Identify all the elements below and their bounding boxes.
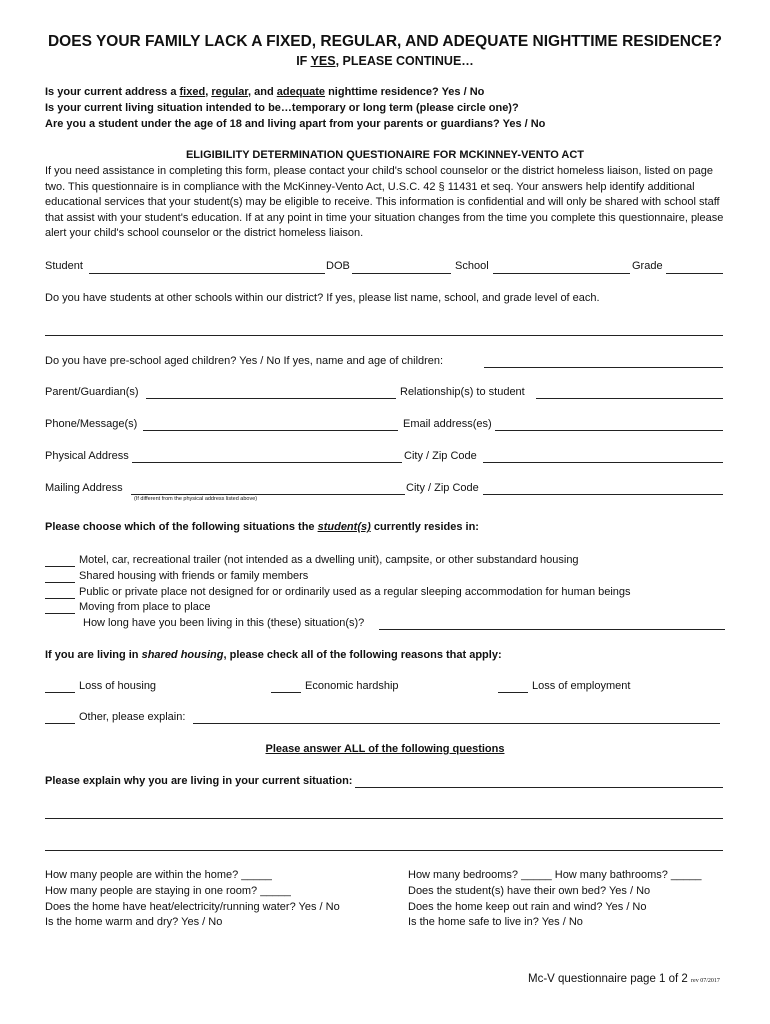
how-long-field[interactable] <box>379 629 725 630</box>
answer-all-heading: Please answer ALL of the following questions <box>265 743 505 755</box>
other-students-field[interactable] <box>45 335 723 336</box>
physical-address-field[interactable] <box>132 462 402 463</box>
parent-field[interactable] <box>146 398 396 399</box>
reason-loss-housing-blank[interactable] <box>45 692 75 693</box>
q1-sep2: , and <box>248 86 277 98</box>
explain-line-3[interactable] <box>45 850 723 851</box>
q1-regular: regular <box>211 86 248 98</box>
reason-other-blank[interactable] <box>45 723 75 724</box>
parent-label: Parent/Guardian(s) <box>45 386 139 398</box>
mailing-address-field[interactable] <box>131 494 405 495</box>
reason-employment-blank[interactable] <box>498 692 528 693</box>
page-subtitle <box>0 54 770 68</box>
email-field[interactable] <box>495 430 723 431</box>
school-field[interactable] <box>493 273 630 274</box>
situation-shared-blank[interactable] <box>45 582 75 583</box>
bedrooms-bathrooms[interactable]: How many bedrooms? _____ How many bathrooms? _____ <box>408 869 702 881</box>
situation-motel: Motel, car, recreational trailer (not intended as a dwelling unit), campsite, or other substandard housing <box>79 554 579 566</box>
situations-heading <box>45 521 479 533</box>
shared-heading-suffix: , please check all of the following reasons that apply: <box>223 649 502 661</box>
q1-adequate: adequate <box>276 86 326 98</box>
footer-revision: rev 07/2017 <box>691 978 720 984</box>
reason-other-label: Other, please explain: <box>79 711 186 723</box>
eligibility-heading: ELIGIBILITY DETERMINATION QUESTIONAIRE FOR MCKINNEY-VENTO ACT <box>185 149 585 161</box>
subtitle-yes: YES <box>310 54 336 68</box>
explain-situation-field[interactable] <box>355 787 723 788</box>
phone-label: Phone/Message(s) <box>45 418 138 430</box>
mailing-address-note: (If different from the physical address listed above) <box>134 496 258 502</box>
reason-economic: Economic hardship <box>305 680 399 692</box>
situation-moving: Moving from place to place <box>79 601 211 613</box>
footer-page-label: Mc-V questionnaire page 1 of 2 <box>528 973 688 985</box>
explain-situation-label: Please explain why you are living in your current situation: <box>45 775 353 787</box>
subtitle-prefix: IF <box>296 54 311 68</box>
shared-heading-em: shared housing <box>141 649 224 661</box>
question-unaccompanied-minor[interactable]: Are you a student under the age of 18 and living apart from your parents or guardians? Yes / No <box>45 118 546 130</box>
situation-public-place-blank[interactable] <box>45 598 75 599</box>
situation-motel-blank[interactable] <box>45 566 75 567</box>
situations-heading-prefix: Please choose which of the following situations the <box>45 521 318 533</box>
people-in-home[interactable]: How many people are within the home? _____ <box>45 869 272 881</box>
q1-suffix: nighttime residence? Yes / No <box>325 86 485 98</box>
how-long-question: How long have you been living in this (these) situation(s)? <box>83 617 365 629</box>
subtitle-suffix: , PLEASE CONTINUE… <box>335 54 474 68</box>
situations-heading-suffix: currently resides in: <box>370 521 479 533</box>
physical-address-label: Physical Address <box>45 450 129 462</box>
student-field[interactable] <box>89 273 325 274</box>
q1-prefix: Is your current address a <box>45 86 180 98</box>
preschool-question: Do you have pre-school aged children? Yes / No If yes, name and age of children: <box>45 355 444 367</box>
email-label: Email address(es) <box>403 418 492 430</box>
phone-field[interactable] <box>143 430 398 431</box>
dob-label: DOB <box>326 260 350 272</box>
home-warm-dry[interactable]: Is the home warm and dry? Yes / No <box>45 916 223 928</box>
reason-other-field[interactable] <box>193 723 720 724</box>
people-per-room[interactable]: How many people are staying in one room? _____ <box>45 885 291 897</box>
page-footer <box>528 973 720 985</box>
situation-public-place: Public or private place not designed for or ordinarily used as a regular sleeping accommodation for human beings <box>79 586 631 598</box>
other-students-question: Do you have students at other schools within our district? If yes, please list name, school, and grade level of each. <box>45 292 600 304</box>
student-label: Student <box>45 260 83 272</box>
situations-heading-students: student(s) <box>317 521 371 533</box>
grade-label: Grade <box>632 260 663 272</box>
reason-economic-blank[interactable] <box>271 692 301 693</box>
q1-sep1: , <box>205 86 212 98</box>
relationship-label: Relationship(s) to student <box>400 386 525 398</box>
page-title: DOES YOUR FAMILY LACK A FIXED, REGULAR, AND ADEQUATE NIGHTTIME RESIDENCE? <box>47 33 722 50</box>
physical-city-field[interactable] <box>483 462 723 463</box>
situation-moving-blank[interactable] <box>45 613 75 614</box>
question-fixed-residence[interactable] <box>45 86 484 98</box>
q1-fixed: fixed <box>179 86 206 98</box>
keeps-out-rain[interactable]: Does the home keep out rain and wind? Yes / No <box>408 901 647 913</box>
explain-line-2[interactable] <box>45 818 723 819</box>
reason-loss-housing: Loss of housing <box>79 680 157 692</box>
school-label: School <box>455 260 489 272</box>
mailing-address-label: Mailing Address <box>45 482 123 494</box>
grade-field[interactable] <box>666 273 723 274</box>
home-safe[interactable]: Is the home safe to live in? Yes / No <box>408 916 583 928</box>
home-utilities[interactable]: Does the home have heat/electricity/running water? Yes / No <box>45 901 340 913</box>
eligibility-paragraph: If you need assistance in completing this form, please contact your child's school counselor or the district homeless liaison, listed on page two. This questionnaire is in compliance with the McKinney-Vento Act, U.S.C. 42 § 11431 et seq. Your answers help identify additional educational services that your student(s) may be eligible to receive. This information is confidential and will only be shared with school staff that assist with your student's education. If at any point in time your situation changes from the time you complete this questionnaire, please alert your child's school counselor or the district homeless liaison. <box>45 165 724 240</box>
dob-field[interactable] <box>352 273 451 274</box>
reason-employment: Loss of employment <box>532 680 631 692</box>
question-living-situation[interactable]: Is your current living situation intended to be…temporary or long term (please circle one)? <box>45 102 519 114</box>
shared-heading-prefix: If you are living in <box>45 649 142 661</box>
preschool-field[interactable] <box>484 367 723 368</box>
relationship-field[interactable] <box>536 398 723 399</box>
own-bed[interactable]: Does the student(s) have their own bed? Yes / No <box>408 885 651 897</box>
physical-city-label: City / Zip Code <box>404 450 477 462</box>
shared-housing-heading <box>45 649 502 661</box>
mailing-city-field[interactable] <box>483 494 723 495</box>
situation-shared: Shared housing with friends or family members <box>79 570 309 582</box>
mailing-city-label: City / Zip Code <box>406 482 479 494</box>
